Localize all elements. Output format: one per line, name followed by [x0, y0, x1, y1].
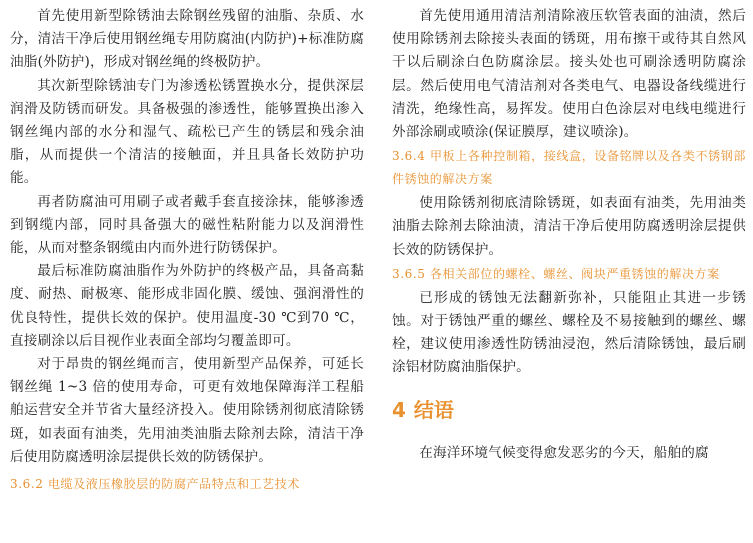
subsection-heading-3-6-4: 3.6.4 甲板上各种控制箱，接线盒，设备铭牌以及各类不锈钢部件锈蚀的解决方案	[392, 149, 746, 187]
left-column	[10, 5, 364, 497]
paragraph: 在海洋环境气候变得愈发恶劣的今天，船舶的腐	[419, 444, 709, 461]
section-heading-conclusion	[392, 396, 746, 424]
paragraph: 使用除锈剂彻底清除锈斑，如表面有油类，先用油类油脂去除剂去除油渍，清洁干净后使用防腐透明涂层提供长效的防锈保护。	[392, 195, 746, 258]
paragraph: 首先使用新型除锈油去除钢丝残留的油脂、杂质、水分，清洁干净后使用钢丝绳专用防腐油(内防护)+标准防腐油脂(外防护)，形成对钢丝绳的终极防护。	[10, 8, 364, 71]
paragraph: 再者防腐油可用刷子或者戴手套直接涂抹，能够渗透到钢缆内部，同时具备强大的磁性粘附能力以及润滑性能，从而对整条钢缆由内而外进行防锈保护。	[10, 193, 364, 257]
right-column	[392, 5, 746, 465]
paragraph: 已形成的锈蚀无法翻新弥补，只能阻止其进一步锈蚀。对于锈蚀严重的螺丝、螺栓及不易接触到的螺丝、螺栓，建议使用渗透性防锈油浸泡，然后清除锈蚀，最后刷涂铝材防腐油脂保护。	[392, 289, 746, 376]
section-number: 4	[392, 397, 406, 422]
subsection-heading-3-6-2: 3.6.2 电缆及液压橡胶层的防腐产品特点和工艺技术	[10, 477, 300, 492]
subsection-heading-3-6-5: 3.6.5 各相关部位的螺栓、螺丝、阀块严重锈蚀的解决方案	[392, 266, 720, 281]
paragraph: 最后标准防腐油脂作为外防护的终极产品，具备高黏度、耐热、耐极寒、能形成非固化膜、缓蚀、强润滑性的优良特性，提供长效的保护。使用温度-30 ℃到70 ℃，直接刷涂以后目视作业表面全部均匀覆盖即可。	[10, 263, 364, 349]
paragraph: 其次新型除锈油专门为渗透松锈置换水分，提供深层润滑及防锈而研发。具备极强的渗透性，能够置换出渗入钢丝绳内部的水分和湿气、疏松已产生的锈层和残余油脂，从而提供一个清洁的接触面，并且具备长效防护功能。	[10, 77, 364, 187]
section-title: 结语	[413, 397, 454, 422]
paragraph: 首先使用通用清洁剂清除液压软管表面的油渍，然后使用除锈剂去除接头表面的锈斑，用布擦干或待其自然风干以后刷涂白色防腐涂层。接头处也可刷涂透明防腐涂层。然后使用电气清洁剂对各类电气、电器设备线缆进行清洗，绝缘性高，易挥发。使用白色涂层对电线电缆进行外部涂刷或喷涂(保证膜厚，建议喷涂)。	[392, 8, 746, 141]
paragraph: 对于昂贵的钢丝绳而言，使用新型产品保养，可延长钢丝绳 1~3 倍的使用寿命，可更有效地保障海洋工程船舶运营安全并节省大量经济投入。使用除锈剂彻底清除锈斑，如表面有油类，先用油类油脂去除剂去除，清洁干净后使用防腐透明涂层提供长效的防锈保护。	[10, 356, 364, 465]
